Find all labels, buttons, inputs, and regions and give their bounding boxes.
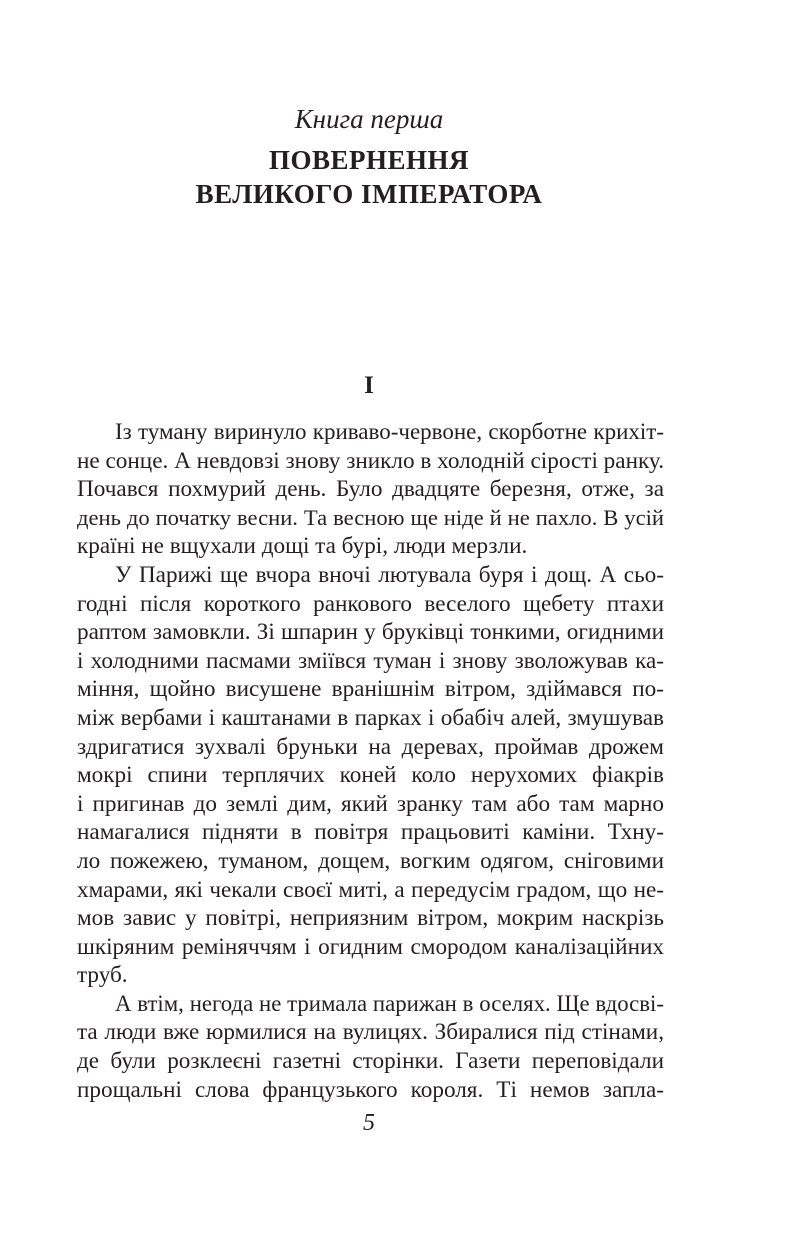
text-line: день до початку весни. Та весною ще ніде й не пахло. В усій (77, 504, 664, 530)
text-line: і пригинав до землі дим, який зранку там або там марно (77, 790, 664, 817)
chapter-body (77, 418, 664, 1104)
book-title-line: ПОВЕРНЕННЯ (268, 145, 470, 175)
text-line: здригатися зухвалі бруньки на деревах, проймав дрожем (77, 733, 664, 760)
text-line: міння, щойно висушене вранішнім вітром, здіймався по- (77, 676, 664, 703)
book-label: Книга перша (294, 104, 444, 134)
book-title (0, 143, 738, 211)
text-line: мов завис у повітрі, неприязним вітром, мокрим наскрізь (77, 905, 664, 932)
text-line: і холодними пасмами зміївся туман і знову зволожував ка- (77, 647, 664, 674)
text-line: Із туману виринуло криваво-червоне, скорботне крихіт- (115, 419, 664, 444)
text-line: та люди вже юрмилися на вулицях. Збиралися під стінами, (77, 1019, 664, 1046)
page-number: 5 (363, 1110, 375, 1136)
text-line: труб. (77, 962, 128, 989)
text-line: прощальні слова французького короля. Ті немов запла- (77, 1076, 664, 1103)
text-line: країні не вщухали дощі та бурі, люди мерзли. (77, 533, 528, 560)
text-line: між вербами і каштанами в парках і обабіч алей, змушував (77, 704, 664, 731)
text-line: де були розклеєні газетні сторінки. Газети переповідали (77, 1048, 664, 1075)
text-line: шкіряним реміняччям і огидним смородом каналізаційних (77, 933, 664, 960)
text-line: раптом замовкли. Зі шпарин у бруківці тонкими, огидними (77, 619, 664, 646)
chapter-number: I (364, 372, 374, 399)
text-line: У Парижі ще вчора вночі лютувала буря і дощ. А сьо- (115, 561, 664, 588)
text-line: А втім, негода не тримала парижан в оселях. Ще вдосві- (115, 990, 664, 1016)
text-line: Почався похмурий день. Було двадцяте березня, отже, за (77, 476, 664, 503)
text-line: годні після короткого ранкового веселого щебету птахи (77, 590, 664, 617)
text-line: намагалися підняти в повітря працьовиті каміни. Тхну- (77, 819, 664, 846)
text-line: мокрі спини терплячих коней коло нерухомих фіакрів (77, 762, 664, 789)
text-line: хмарами, які чекали своєї миті, а передусім градом, що не- (77, 876, 664, 903)
text-line: ло пожежею, туманом, дощем, вогким одягом, сніговими (77, 847, 664, 874)
text-line: не сонце. А невдовзі знову зникло в холодній сірості ранку. (77, 447, 664, 474)
book-title-line: ВЕЛИКОГО ІМПЕРАТОРА (195, 179, 543, 209)
